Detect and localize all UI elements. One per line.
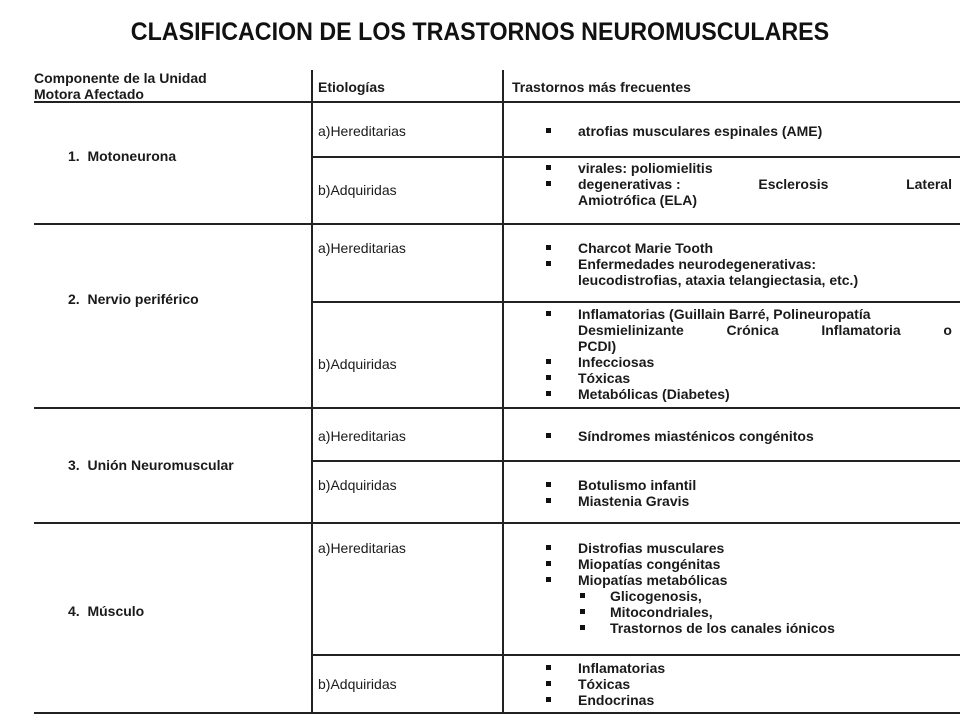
list-item: Metabólicas (Diabetes) <box>534 386 952 402</box>
etiology-hereditary: a)Hereditarias <box>318 428 406 444</box>
disorder-list <box>534 306 952 402</box>
bullet-icon <box>546 391 551 396</box>
bullet-icon <box>546 498 551 503</box>
bullet-icon <box>546 311 551 316</box>
row-divider <box>34 223 960 225</box>
row-divider <box>312 156 960 158</box>
list-item: Tóxicas <box>534 676 665 692</box>
disorder-list <box>534 540 835 636</box>
list-item: Infecciosas <box>534 354 952 370</box>
list-item: Botulismo infantil <box>534 477 696 493</box>
table-bottom-border <box>34 712 960 714</box>
list-item: Miastenia Gravis <box>534 493 696 509</box>
component-nervio-periferico: 2. Nervio periférico <box>68 291 199 307</box>
bullet-icon <box>546 181 551 186</box>
list-item: virales: poliomielitis <box>534 160 952 176</box>
bullet-icon <box>546 545 551 550</box>
list-item: Tóxicas <box>534 370 952 386</box>
disorder-list <box>534 428 814 444</box>
row-divider <box>312 301 960 303</box>
header-component-line2: Motora Afectado <box>34 86 144 102</box>
bullet-icon <box>546 359 551 364</box>
header-component-line1: Componente de la Unidad <box>34 70 207 86</box>
row-divider <box>34 407 960 409</box>
bullet-icon <box>546 433 551 438</box>
etiology-acquired: b)Adquiridas <box>318 182 397 198</box>
sub-list-item: Glicogenosis, <box>534 588 835 604</box>
etiology-acquired: b)Adquiridas <box>318 356 397 372</box>
list-item: Charcot Marie Tooth <box>534 240 858 256</box>
bullet-icon <box>546 561 551 566</box>
list-item: atrofias musculares espinales (AME) <box>534 123 822 139</box>
list-item: Inflamatorias <box>534 660 665 676</box>
sub-list-item: Trastornos de los canales iónicos <box>534 620 835 636</box>
bullet-icon <box>580 625 585 630</box>
bullet-icon <box>546 665 551 670</box>
etiology-acquired: b)Adquiridas <box>318 676 397 692</box>
etiology-hereditary: a)Hereditarias <box>318 123 406 139</box>
etiology-acquired: b)Adquiridas <box>318 477 397 493</box>
list-item: Distrofias musculares <box>534 540 835 556</box>
row-divider <box>312 460 960 462</box>
disorder-list <box>534 660 665 708</box>
etiology-hereditary: a)Hereditarias <box>318 540 406 556</box>
bullet-icon <box>580 609 585 614</box>
disorder-list <box>534 240 858 288</box>
bullet-icon <box>546 261 551 266</box>
component-union-neuromuscular: 3. Unión Neuromuscular <box>68 457 234 473</box>
list-item: Enfermedades neurodegenerativas: <box>534 256 858 272</box>
row-divider <box>312 654 960 656</box>
header-disorders: Trastornos más frecuentes <box>512 79 691 95</box>
page-title: CLASIFICACION DE LOS TRASTORNOS NEUROMUSCULARES <box>130 18 830 46</box>
disorder-list <box>534 477 696 509</box>
bullet-icon <box>546 697 551 702</box>
list-item: Síndromes miasténicos congénitos <box>534 428 814 444</box>
list-item: Endocrinas <box>534 692 665 708</box>
disorder-list <box>534 123 822 139</box>
bullet-icon <box>546 245 551 250</box>
list-item: Miopatías congénitas <box>534 556 835 572</box>
column-divider <box>311 70 313 712</box>
list-item-continuation: PCDI) <box>578 338 617 354</box>
bullet-icon <box>546 128 551 133</box>
bullet-icon <box>580 593 585 598</box>
bullet-icon <box>546 681 551 686</box>
bullet-icon <box>546 165 551 170</box>
bullet-icon <box>546 375 551 380</box>
column-divider <box>502 70 504 712</box>
list-item: Inflamatorias (Guillain Barré, Polineuropatía <box>534 306 952 322</box>
sub-list-item: Mitocondriales, <box>534 604 835 620</box>
header-component <box>34 70 207 102</box>
disorder-list <box>534 160 952 208</box>
component-musculo: 4. Músculo <box>68 603 145 619</box>
list-item-continuation: leucodistrofias, ataxia telangiectasia, etc.) <box>578 272 859 288</box>
etiology-hereditary: a)Hereditarias <box>318 240 406 256</box>
list-item: Miopatías metabólicas <box>534 572 835 588</box>
bullet-icon <box>546 577 551 582</box>
component-motoneurona: 1. Motoneurona <box>68 148 177 164</box>
bullet-icon <box>546 482 551 487</box>
row-divider <box>34 522 960 524</box>
header-etiology: Etiologías <box>318 79 385 95</box>
list-item: degenerativas : Esclerosis Lateral <box>534 176 952 192</box>
list-item-continuation: Amiotrófica (ELA) <box>578 192 697 208</box>
list-item-continuation: Desmielinizante Crónica Inflamatoria o <box>578 322 952 338</box>
